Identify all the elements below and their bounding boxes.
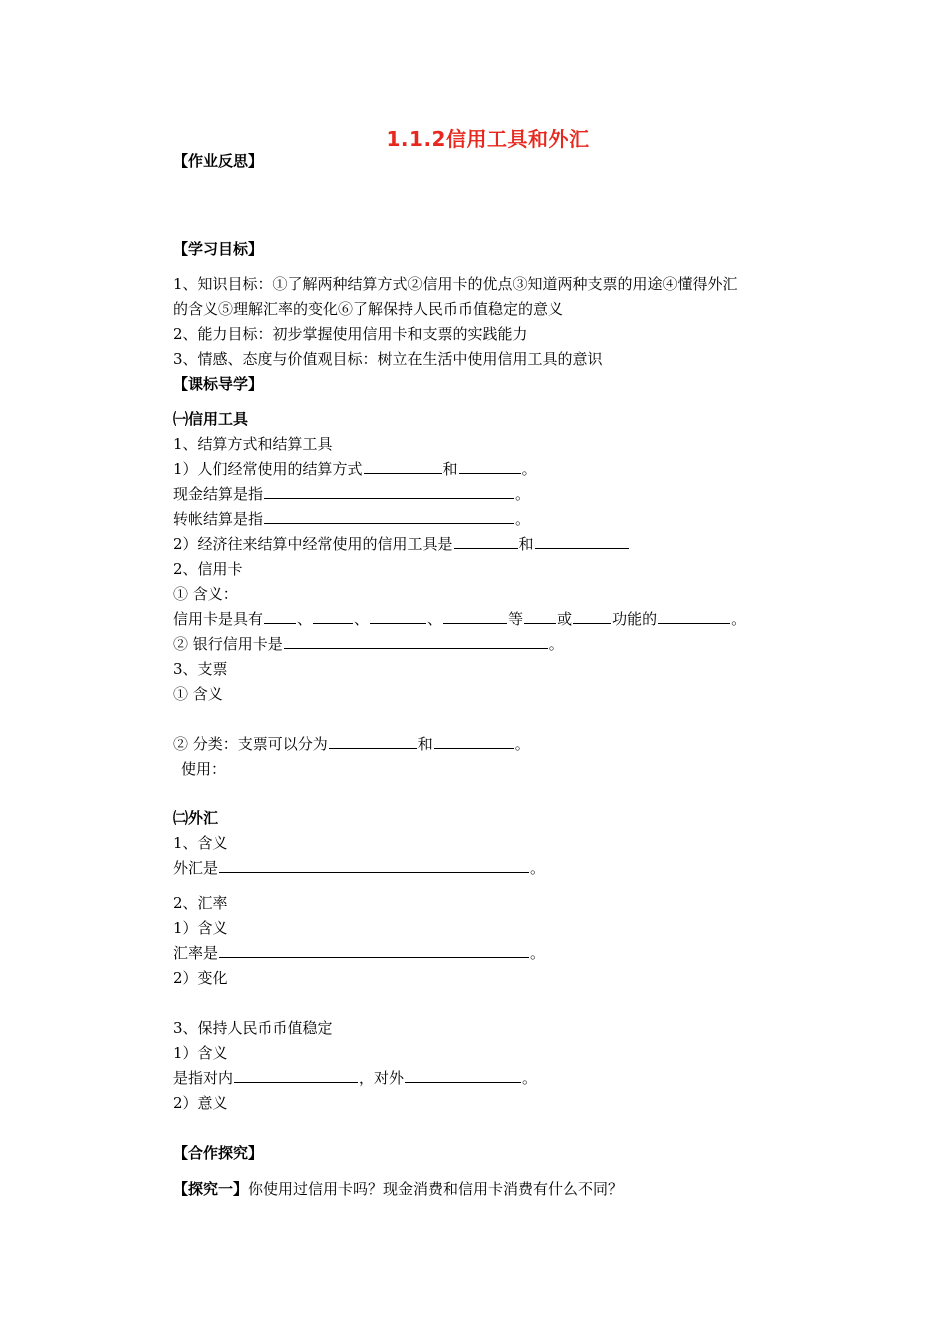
question-credit-tools [173,534,630,554]
question-transfer-settlement [173,509,530,529]
blank-field[interactable] [313,609,353,624]
part2-s1: 1、含义 [173,834,228,852]
question-check-types [173,734,530,754]
part2-m4: 2）意义 [173,1094,228,1112]
text: 。 [515,485,531,503]
text: 。 [731,610,747,628]
blank-field[interactable] [234,1068,358,1083]
question-settlement-methods [173,459,537,479]
blank-field[interactable] [370,609,426,624]
explore-one [173,1179,623,1199]
text: 现金结算是指 [173,485,264,503]
blank-field[interactable] [535,534,629,549]
text: 、 [297,610,313,628]
text: 、 [354,610,370,628]
text: 等 [508,610,524,628]
question-bank-card [173,634,564,654]
text: 、 [427,610,443,628]
blank-field[interactable] [264,609,296,624]
blank-field[interactable] [434,734,514,749]
question-rmb-stability [173,1068,537,1088]
question-credit-card [173,609,746,629]
blank-field[interactable] [329,734,417,749]
blank-field[interactable] [443,609,507,624]
part1-use: 使用： [181,760,227,778]
text: ② 分类：支票可以分为 [173,735,328,753]
objective-3: 3、情感、态度与价值观目标：树立在生活中使用信用工具的意识 [173,350,603,368]
blank-field[interactable] [219,858,529,873]
part2-m1: 1）含义 [173,919,228,937]
blank-field[interactable] [459,459,521,474]
text: 转帐结算是指 [173,510,264,528]
text: 。 [548,635,564,653]
blank-field[interactable] [219,943,529,958]
part2-m3: 1）含义 [173,1044,228,1062]
question-forex [173,858,545,878]
blank-field[interactable] [405,1068,521,1083]
blank-field[interactable] [264,509,514,524]
section-reflection: 【作业反思】 [173,152,264,170]
part2-s2: 2、汇率 [173,894,228,912]
part1-s3: 3、支票 [173,660,228,678]
explore-text: 你使用过信用卡吗？现金消费和信用卡消费有什么不同？ [248,1180,624,1198]
blank-field[interactable] [284,634,548,649]
blank-field[interactable] [264,484,514,499]
section-cooperation: 【合作探究】 [173,1144,264,1162]
part2-heading: ㈡外汇 [173,809,219,827]
text: 。 [514,735,530,753]
text: 和 [442,460,458,478]
text: 1）人们经常使用的结算方式 [173,460,363,478]
text: 信用卡是具有 [173,610,264,628]
section-guide: 【课标导学】 [173,375,264,393]
question-exchange-rate [173,943,545,963]
text: 是指对内 [173,1069,234,1087]
part2-s3: 3、保持人民币币值稳定 [173,1019,333,1037]
text: 。 [530,859,546,877]
text: 。 [521,460,537,478]
text: 。 [522,1069,538,1087]
part1-meaning: ① 含义： [173,585,238,603]
part1-s1: 1、结算方式和结算工具 [173,435,333,453]
blank-field[interactable] [573,609,611,624]
text: 和 [417,735,433,753]
text: ，对外 [359,1069,405,1087]
text: 。 [530,944,546,962]
blank-field[interactable] [454,534,518,549]
text: 。 [515,510,531,528]
blank-field[interactable] [658,609,730,624]
text: 汇率是 [173,944,219,962]
explore-label: 【探究一】 [173,1180,249,1198]
objective-1a: 1、知识目标：①了解两种结算方式②信用卡的优点③知道两种支票的用途④懂得外汇 [173,275,738,293]
objective-1b: 的含义⑤理解汇率的变化⑥了解保持人民币币值稳定的意义 [173,300,564,318]
text: 外汇是 [173,859,219,877]
section-objectives: 【学习目标】 [173,240,264,258]
text: 或 [557,610,573,628]
page-title: 1.1.2信用工具和外汇 [386,127,590,151]
text: ② 银行信用卡是 [173,635,283,653]
text: 2）经济往来结算中经常使用的信用工具是 [173,535,453,553]
text: 和 [518,535,534,553]
blank-field[interactable] [364,459,442,474]
text: 功能的 [612,610,658,628]
blank-field[interactable] [524,609,556,624]
part1-heading: ㈠信用工具 [173,410,249,428]
objective-2: 2、能力目标：初步掌握使用信用卡和支票的实践能力 [173,325,528,343]
question-cash-settlement [173,484,530,504]
part1-meaning2: ① 含义 [173,685,223,703]
part2-m2: 2）变化 [173,969,228,987]
part1-s2: 2、信用卡 [173,560,243,578]
